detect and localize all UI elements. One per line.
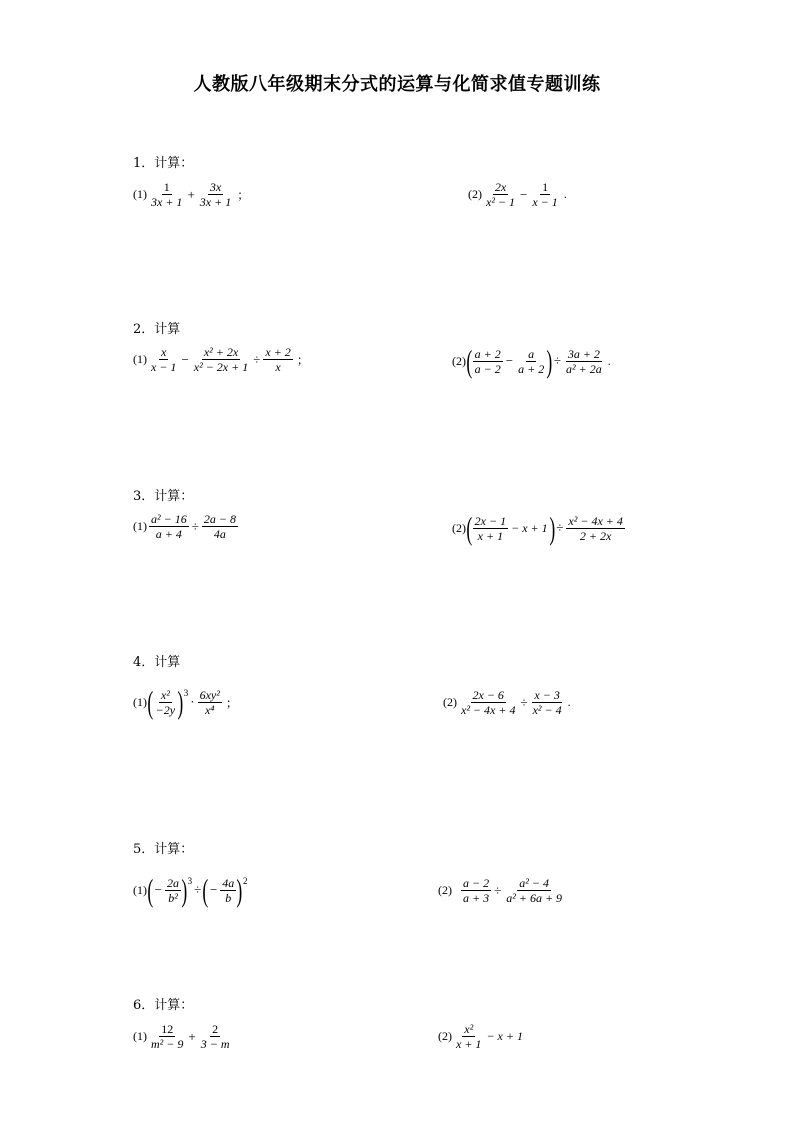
numerator: x² bbox=[160, 687, 170, 702]
fraction bbox=[531, 688, 564, 717]
part-number: (2) bbox=[468, 187, 482, 201]
denominator: b bbox=[225, 890, 232, 905]
right-paren: ) bbox=[546, 343, 553, 379]
page-title: 人教版八年级期末分式的运算与化简求值专题训练 bbox=[193, 74, 601, 95]
right-paren: ) bbox=[181, 872, 188, 908]
question-4-label: 4．计算 bbox=[133, 655, 181, 670]
denominator: a² + 2a bbox=[566, 361, 602, 376]
numerator: 6xy² bbox=[199, 687, 220, 702]
denominator: x² − 4 bbox=[532, 703, 562, 717]
denominator: m² − 9 bbox=[151, 1037, 184, 1051]
question-6-part-1 bbox=[133, 1022, 232, 1051]
sign: − bbox=[154, 882, 162, 897]
operator: ÷ bbox=[520, 694, 528, 710]
punctuation: ； bbox=[237, 188, 250, 202]
fraction bbox=[198, 180, 233, 209]
numerator: 1 bbox=[163, 180, 170, 194]
fraction bbox=[149, 180, 184, 209]
fraction bbox=[198, 688, 222, 717]
punctuation: ； bbox=[296, 353, 309, 367]
fraction bbox=[149, 512, 189, 541]
operator: ÷ bbox=[553, 353, 562, 368]
denominator: 4a bbox=[213, 527, 226, 541]
left-paren: ( bbox=[202, 872, 209, 908]
part-number: (2) bbox=[443, 695, 457, 709]
numerator: a + 2 bbox=[474, 346, 501, 361]
numerator: 1 bbox=[542, 180, 549, 194]
question-4-part-1 bbox=[133, 686, 238, 718]
question-1-part-1 bbox=[133, 180, 249, 209]
denominator: 3 − m bbox=[200, 1037, 230, 1051]
question-2-part-2 bbox=[452, 345, 611, 377]
numerator: 4a bbox=[222, 875, 235, 890]
denominator: b² bbox=[168, 890, 178, 905]
fraction bbox=[149, 1022, 185, 1051]
numerator: 2x − 6 bbox=[472, 688, 504, 702]
numerator: 2 bbox=[212, 1022, 219, 1036]
numerator: 12 bbox=[161, 1022, 174, 1036]
numerator: x − 3 bbox=[534, 688, 560, 702]
punctuation: . bbox=[567, 695, 571, 709]
denominator: x + 1 bbox=[456, 1037, 482, 1051]
operator: − bbox=[520, 186, 528, 202]
denominator: x² − 2x + 1 bbox=[193, 360, 249, 374]
numerator: a bbox=[528, 346, 535, 361]
fraction bbox=[473, 514, 508, 543]
left-paren: ( bbox=[466, 343, 473, 379]
right-paren: ) bbox=[236, 872, 243, 908]
exponent: 3 bbox=[187, 876, 193, 886]
denominator: 3x + 1 bbox=[199, 195, 232, 209]
operator: ÷ bbox=[191, 518, 199, 534]
left-paren: ( bbox=[147, 684, 154, 720]
part-number: (1) bbox=[133, 352, 147, 366]
part-number: (2) bbox=[438, 1029, 452, 1043]
denominator: a + 4 bbox=[155, 527, 182, 541]
numerator: x² bbox=[464, 1022, 474, 1036]
fraction bbox=[504, 876, 564, 905]
denominator: x − 1 bbox=[151, 360, 177, 374]
denominator: 3x + 1 bbox=[151, 195, 183, 209]
exponent: 2 bbox=[242, 876, 248, 886]
fraction bbox=[459, 688, 517, 717]
part-number: (2) bbox=[452, 520, 466, 535]
numerator: a² − 4 bbox=[519, 876, 549, 890]
part-number: (1) bbox=[133, 187, 147, 201]
denominator: a² + 6a + 9 bbox=[506, 891, 563, 905]
term: − x + 1 bbox=[486, 1029, 523, 1043]
operator: − bbox=[181, 351, 189, 367]
term: − x + 1 bbox=[511, 520, 548, 535]
denominator: x² − 4x + 4 bbox=[461, 703, 516, 717]
fraction bbox=[165, 876, 181, 905]
fraction bbox=[564, 347, 604, 376]
fraction bbox=[263, 345, 292, 374]
question-3-part-2 bbox=[452, 512, 626, 544]
operator: − bbox=[505, 353, 514, 368]
numerator: 2a − 8 bbox=[203, 512, 236, 526]
numerator: x + 2 bbox=[265, 345, 291, 359]
denominator: x + 1 bbox=[477, 528, 504, 543]
part-number: (2) bbox=[452, 353, 466, 368]
question-5-part-1 bbox=[133, 874, 247, 906]
fraction bbox=[220, 876, 236, 905]
fraction bbox=[516, 347, 546, 376]
part-number: (1) bbox=[133, 1029, 147, 1043]
right-paren: ) bbox=[177, 684, 184, 720]
denominator: x bbox=[275, 360, 281, 374]
question-2-label: 2．计算 bbox=[133, 322, 181, 337]
fraction bbox=[473, 347, 503, 376]
denominator: x⁴ bbox=[204, 702, 215, 717]
numerator: x bbox=[161, 345, 167, 359]
operator: ÷ bbox=[253, 351, 261, 367]
operator: + bbox=[188, 1028, 196, 1044]
denominator: a + 3 bbox=[463, 891, 490, 905]
denominator: x² − 1 bbox=[486, 195, 516, 209]
denominator: a + 2 bbox=[518, 361, 545, 376]
question-5-part-2 bbox=[438, 876, 565, 905]
exponent: 3 bbox=[183, 688, 189, 698]
numerator: 3x bbox=[209, 180, 222, 194]
numerator: a² − 16 bbox=[151, 512, 187, 526]
fraction bbox=[530, 180, 559, 209]
question-2-part-1 bbox=[133, 345, 309, 374]
numerator: x² − 4x + 4 bbox=[568, 513, 623, 528]
denominator: 2 + 2x bbox=[579, 528, 612, 543]
punctuation: . bbox=[607, 353, 611, 368]
punctuation: ； bbox=[225, 695, 238, 710]
fraction bbox=[202, 512, 238, 541]
denominator: x − 1 bbox=[532, 195, 558, 209]
denominator: −2y bbox=[155, 702, 176, 717]
numerator: 2x − 1 bbox=[474, 513, 507, 528]
operator: ÷ bbox=[194, 882, 202, 897]
left-paren: ( bbox=[147, 872, 154, 908]
sign: − bbox=[209, 882, 218, 897]
question-1-label: 1．计算： bbox=[133, 156, 194, 171]
question-1-part-2 bbox=[468, 180, 567, 209]
question-3-label: 3．计算： bbox=[133, 489, 194, 504]
fraction bbox=[199, 1022, 232, 1051]
left-paren: ( bbox=[466, 510, 473, 546]
fraction bbox=[461, 876, 491, 905]
fraction bbox=[484, 180, 517, 209]
fraction bbox=[192, 345, 250, 374]
fraction bbox=[149, 345, 178, 374]
question-3-part-1 bbox=[133, 512, 239, 541]
part-number: (1) bbox=[133, 519, 147, 533]
question-6-part-2 bbox=[438, 1022, 525, 1051]
fraction bbox=[566, 514, 624, 543]
right-paren: ) bbox=[549, 510, 555, 546]
part-number: (1) bbox=[133, 694, 147, 709]
part-number: (2) bbox=[438, 883, 452, 897]
numerator: 2a bbox=[167, 875, 179, 890]
operator: ÷ bbox=[494, 882, 502, 898]
question-5-label: 5．计算： bbox=[133, 842, 194, 857]
fraction bbox=[454, 1022, 483, 1051]
question-4-part-2 bbox=[443, 688, 571, 717]
punctuation: . bbox=[563, 187, 567, 201]
question-6-label: 6．计算： bbox=[133, 998, 194, 1013]
numerator: 3a + 2 bbox=[567, 346, 600, 361]
operator: ÷ bbox=[556, 520, 564, 535]
numerator: x² + 2x bbox=[203, 345, 239, 359]
operator: + bbox=[187, 186, 195, 202]
fraction bbox=[154, 688, 177, 717]
numerator: 2x bbox=[494, 180, 507, 194]
part-number: (1) bbox=[133, 882, 147, 897]
numerator: a − 2 bbox=[463, 876, 490, 890]
denominator: a − 2 bbox=[474, 361, 501, 376]
operator: · bbox=[190, 694, 195, 709]
